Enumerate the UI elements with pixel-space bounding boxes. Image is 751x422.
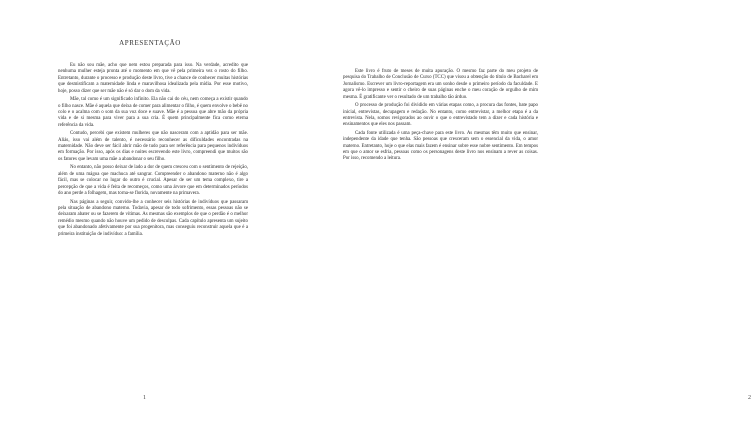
paragraph: Cada fonte utilizada é uma peça-chave para este livro. As mesmas têm muito que ensinar, independente da idade que tenha. São pessoas que cresceram sem o essencial da vida, o amor materno. Entretanto, hoje o que elas mais fazem é ensinar sobre esse nobre sentimento. Em tempos em que o amor se esfria, pessoas como os personagens deste livro nos ensinam a rever as coisas. Por isso, recomendo a leitura.: [343, 130, 538, 162]
left-text-column: [58, 63, 248, 240]
paragraph: Mãe, tal como é um significado infinito. Ela não cai do céu, nem começa a existir quando o filho nasce. Mãe é aquela que deixa de comer para alimentar o filho, é quem envolve o bebê no colo e o acalma com o som da sua voz doce e suave. Mãe é a pessoa que abre mão da própria vida e de si mesma para viver para a sua cria. É quem principalmente fica como eterna referência da vida.: [58, 97, 248, 128]
page-title: APRESENTAÇÃO: [119, 39, 181, 47]
paragraph: Eu não sou mãe, acho que nem estou preparada para isso. Na verdade, acredito que nenhuma mulher esteja pronta até o momento em que vê pela primeira vez o rosto do filho. Entretanto, durante o processo e produção deste livro, tive a chance de conhecer muitas histórias que desmistificam a maternidade linda e maravilhosa idealizada pela mídia. Por esse motivo, hoje, posso dizer que ser mãe não é só dar o dom da vida.: [58, 63, 248, 94]
paragraph: Este livro é fruto de meses de muita apuração. O mesmo faz parte do meu projeto de pesquisa do Trabalho de Conclusão de Curso (TCC) que visou a obtenção do título de Bacharel em Jornalismo. Escrever um livro-reportagem era um sonho desde o primeiro período da faculdade. E agora vê-lo impresso e sentir o cheiro de suas páginas enche o meu coração de orgulho de mim mesma. É gratificante ver o resultado de um trabalho tão árduo.: [343, 69, 538, 100]
paragraph: No entanto, não posso deixar de lado a dor de quem cresceu com o sentimento de rejeição, além de uma mágoa que machuca até sangrar. Compreender o abandono materno não é algo fácil, mas se colocar no lugar do outro é crucial. Apesar de ser um tema complexo, tire a percepção de que a vida é feita de recomeços, como uma árvore que em determinados períodos do ano perde a folhagem, mas torna-se florida, novamente na primavera.: [58, 165, 248, 196]
paragraph: Nas páginas a seguir, convido-lhe a conhecer seis histórias de indivíduos que passaram pela situação de abandono materno. Todavia, apesar de todo sofrimento, essas pessoas não se deixaram abater ou se fazerem de vítimas. As mesmas são exemplos de que o perdão é o melhor remédio mesmo quando não houve um pedido de desculpas. Cada capítulo apresenta um sujeito que foi abandonado afetivamente por sua progenitora, mas conseguiu reconstruir aquela que é a primeira instituição de indivíduo: a família.: [58, 199, 248, 237]
left-page: [0, 0, 300, 422]
page-number: 2: [748, 395, 751, 401]
paragraph: Contudo, percebi que existem mulheres que não nasceram com a aptidão para ser mãe. Aliás, isso vai além de talento, é necessário reconhecer as dificuldades encontradas na maternidade. Não deve ser fácil abrir mão de tudo para ser referência para pequenos indivíduos em formação. Por isso, após os dias e noites escrevendo este livro, compreendi que muitos são os fatores que levam uma mãe a abandonar o seu filho.: [58, 131, 248, 162]
paragraph: O processo de produção foi dividido em várias etapas como, a procura das fontes, bate papo inicial, entrevistas, decupagem e redação. No entanto, como entrevistar, a melhor etapa é a da entrevista. Nela, somos revigorados ao ouvir o que o entrevistado tem a dizer e cada história e ensinamentos que eles nos passam.: [343, 103, 538, 128]
page-number: 1: [143, 395, 146, 401]
right-text-column: [343, 69, 538, 165]
right-page: [300, 0, 751, 422]
